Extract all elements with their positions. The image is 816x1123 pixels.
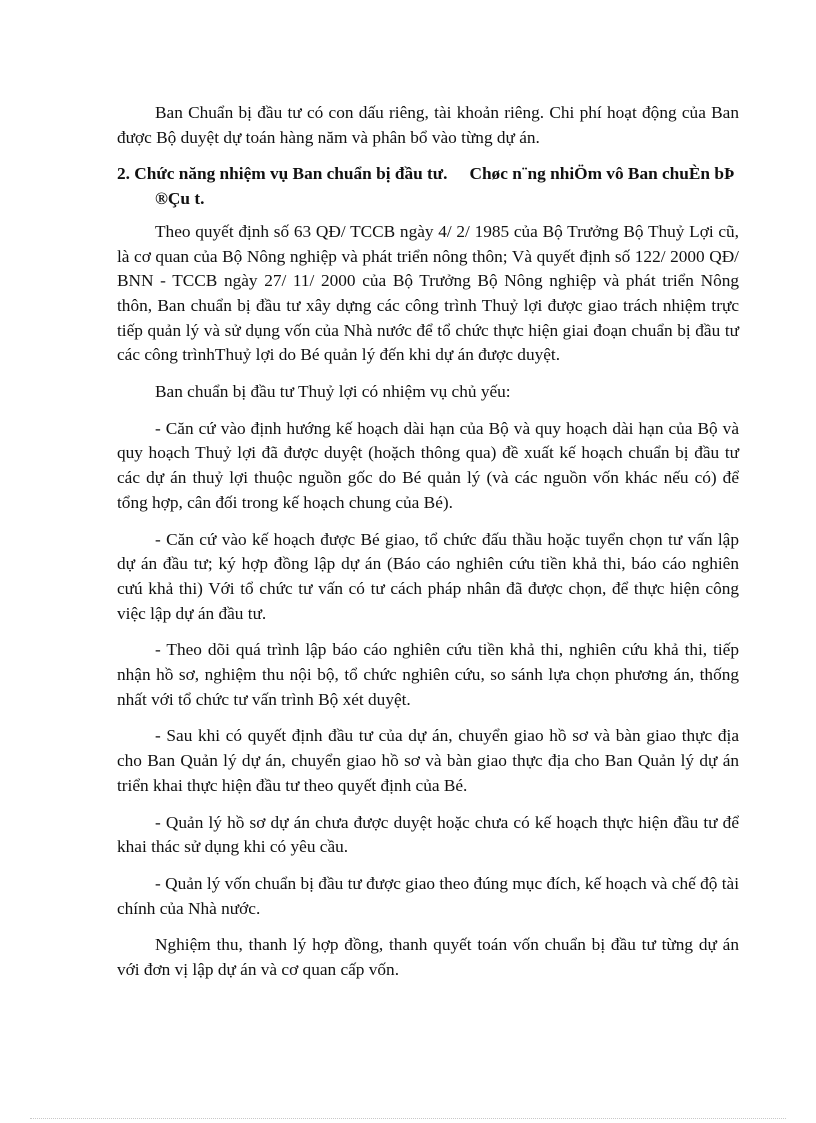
- page-bottom-dotted-rule: [30, 1118, 786, 1119]
- task-item-1: - Căn cứ vào định hướng kế hoạch dài hạn của Bộ và quy hoạch dài hạn của Bộ và quy hoạch Thuỷ lợi đã được duyệt (hoặch thông qua) đề xuất kế hoạch chuẩn bị đầu tư các dự án thuỷ lợi thuộc nguồn gốc do Bé quản lý (và các nguồn vốn khác nếu có) để tổng hợp, cân đối trong kế hoạch chung của Bé).: [117, 418, 739, 512]
- tasks-intro-paragraph: Ban chuẩn bị đầu tư Thuỷ lợi có nhiệm vụ chủ yếu:: [155, 382, 511, 402]
- section-heading-garbled-title: Chøc n¨ng nhiÖm vô Ban chuÈn bÞ ®Çu t.: [155, 164, 739, 209]
- section-heading-title: 2. Chức năng nhiệm vụ Ban chuẩn bị đầu tư.: [117, 164, 448, 184]
- task-item-2: - Căn cứ vào kế hoạch được Bé giao, tổ chức đấu thầu hoặc tuyển chọn tư vấn lập dự án đầu tư; ký hợp đồng lập dự án (Báo cáo nghiên cứu tiền khả thi, báo cáo nghiên cưú khả thi) Với tổ chức tư vấn có tư cách pháp nhân đã được chọn, để thực hiện công việc lập dự án đầu tư.: [117, 529, 739, 623]
- task-item-3: - Theo dõi quá trình lập báo cáo nghiên cứu tiền khả thi, nghiên cứu khả thi, tiếp nhận hồ sơ, nghiệm thu nội bộ, tổ chức nghiên cứu, so sánh lựa chọn phương án, thống nhất với tổ chức tư vấn trình Bộ xét duyệt.: [117, 640, 739, 709]
- section-heading: [117, 162, 739, 211]
- document-body: [117, 101, 739, 995]
- decision-paragraph: Theo quyết định số 63 QĐ/ TCCB ngày 4/ 2/ 1985 của Bộ Trưởng Bộ Thuỷ Lợi cũ, là cơ quan của Bộ Nông nghiệp và phát triển nông thôn; Và quyết định số 122/ 2000 QĐ/ BNN - TCCB ngày 27/ 11/ 2000 của Bộ Trưởng Bộ Nông nghiệp và phát triển Nông thôn, Ban chuẩn bị đầu tư xây dựng các công trình Thuỷ lợi được giao trách nhiệm trực tiếp quản lý và sử dụng vốn của Nhà nước để tổ chức thực hiện giai đoạn chuẩn bị đầu tư các công trìnhThuỷ lợi do Bé quản lý đến khi dự án được duyệt.: [117, 221, 739, 365]
- task-item-6: - Quản lý vốn chuẩn bị đầu tư được giao theo đúng mục đích, kế hoạch và chế độ tài chính của Nhà nước.: [117, 873, 739, 918]
- task-item-4: - Sau khi có quyết định đầu tư của dự án, chuyển giao hồ sơ và bàn giao thực địa cho Ban Quản lý dự án, chuyển giao hồ sơ và bàn giao thực địa cho Ban Quản lý dự án triển khai thực hiện đầu tư theo quyết định của Bé.: [117, 726, 739, 795]
- task-item-5: - Quản lý hồ sơ dự án chưa được duyệt hoặc chưa có kế hoạch thực hiện đầu tư để khai thác sử dụng khi có yêu cầu.: [117, 812, 739, 857]
- closing-paragraph: Nghiệm thu, thanh lý hợp đồng, thanh quyết toán vốn chuẩn bị đầu tư từng dự án với đơn vị lập dự án và cơ quan cấp vốn.: [117, 935, 739, 980]
- intro-paragraph: Ban Chuẩn bị đầu tư có con dấu riêng, tài khoản riêng. Chi phí hoạt động của Ban được Bộ duyệt dự toán hàng năm và phân bổ vào từng dự án.: [117, 103, 739, 147]
